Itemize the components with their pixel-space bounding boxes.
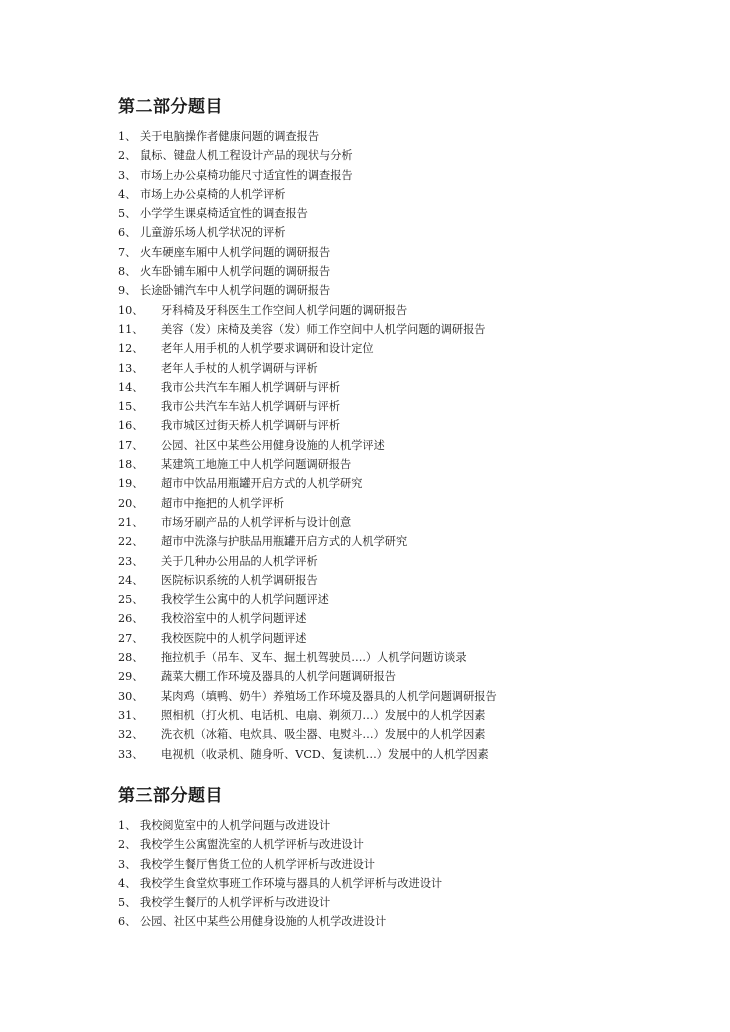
- list-item: [118, 321, 708, 340]
- list-item: [118, 282, 708, 301]
- item-title: 老年人手杖的人机学调研与评析: [161, 361, 318, 375]
- list-item: [118, 707, 708, 726]
- item-title: 蔬菜大棚工作环境及器具的人机学问题调研报告: [161, 670, 396, 684]
- list-item: [118, 186, 708, 205]
- item-title: 市场牙刷产品的人机学评析与设计创意: [161, 515, 352, 529]
- list-item: [118, 360, 708, 379]
- item-title: 我校学生餐厅售货工位的人机学评析与改进设计: [140, 857, 375, 871]
- item-title: 我市公共汽车车站人机学调研与评析: [161, 400, 341, 414]
- list-item: [118, 128, 708, 147]
- list-item: [118, 495, 708, 514]
- item-number: 5、: [118, 207, 137, 221]
- item-title: 我校学生公寓中的人机学问题评述: [161, 593, 329, 607]
- item-number: 6、: [118, 915, 137, 929]
- item-title: 美容（发）床椅及美容（发）师工作空间中人机学问题的调研报告: [161, 322, 486, 336]
- list-item: [118, 668, 708, 687]
- list-item: [118, 630, 708, 649]
- item-number: 25、: [118, 593, 144, 607]
- item-title: 牙科椅及牙科医生工作空间人机学问题的调研报告: [161, 303, 408, 317]
- item-number: 12、: [118, 342, 144, 356]
- item-number: 27、: [118, 631, 144, 645]
- item-title: 市场上办公桌椅功能尺寸适宜性的调查报告: [140, 168, 353, 182]
- item-title: 市场上办公桌椅的人机学评析: [140, 187, 286, 201]
- list-item: [118, 688, 708, 707]
- item-number: 33、: [118, 747, 144, 761]
- item-number: 22、: [118, 535, 144, 549]
- item-title: 公园、社区中某些公用健身设施的人机学评述: [161, 438, 385, 452]
- item-title: 火车硬座车厢中人机学问题的调研报告: [140, 245, 331, 259]
- list-item: [118, 572, 708, 591]
- list-item: [118, 456, 708, 475]
- item-title: 我校医院中的人机学问题评述: [161, 631, 307, 645]
- list-item: [118, 244, 708, 263]
- item-title: 拖拉机手（吊车、叉车、掘土机驾驶员….）人机学问题访谈录: [161, 651, 467, 665]
- section-part-3: [118, 785, 708, 933]
- list-item: [118, 475, 708, 494]
- list-item: [118, 205, 708, 224]
- item-title: 我市公共汽车车厢人机学调研与评析: [161, 380, 341, 394]
- list-item: [118, 514, 708, 533]
- item-title: 超市中饮品用瓶罐开启方式的人机学研究: [161, 477, 363, 491]
- item-number: 9、: [118, 284, 137, 298]
- item-number: 1、: [118, 130, 137, 143]
- topic-list: [118, 128, 708, 765]
- item-title: 鼠标、键盘人机工程设计产品的现状与分析: [140, 149, 353, 163]
- item-number: 7、: [118, 245, 137, 259]
- list-item: [118, 533, 708, 552]
- item-number: 30、: [118, 689, 144, 703]
- item-number: 2、: [118, 149, 137, 163]
- list-item: [118, 746, 708, 765]
- section-title: 第三部分题目: [118, 786, 223, 806]
- item-number: 2、: [118, 838, 137, 852]
- item-number: 32、: [118, 728, 144, 742]
- item-number: 18、: [118, 458, 144, 472]
- item-number: 5、: [118, 896, 137, 910]
- item-number: 29、: [118, 670, 144, 684]
- item-number: 4、: [118, 187, 137, 201]
- item-title: 洗衣机（冰箱、电炊具、吸尘器、电熨斗…）发展中的人机学因素: [161, 728, 486, 742]
- item-number: 3、: [118, 168, 137, 182]
- item-number: 14、: [118, 380, 144, 394]
- list-item: [118, 417, 708, 436]
- list-item: [118, 817, 708, 836]
- item-number: 17、: [118, 438, 144, 452]
- list-item: [118, 836, 708, 855]
- item-number: 11、: [118, 322, 144, 336]
- item-number: 15、: [118, 400, 144, 414]
- item-title: 我校学生食堂炊事班工作环境与器具的人机学评析与改进设计: [140, 876, 443, 890]
- item-title: 关于电脑操作者健康问题的调查报告: [140, 130, 320, 143]
- list-item: [118, 726, 708, 745]
- item-number: 31、: [118, 708, 144, 722]
- item-title: 儿童游乐场人机学状况的评析: [140, 226, 286, 240]
- item-title: 超市中洗涤与护肤品用瓶罐开启方式的人机学研究: [161, 535, 408, 549]
- list-item: [118, 224, 708, 243]
- item-title: 老年人用手机的人机学要求调研和设计定位: [161, 342, 374, 356]
- item-title: 电视机（收录机、随身听、VCD、复读机…）发展中的人机学因素: [161, 747, 489, 761]
- item-number: 16、: [118, 419, 144, 433]
- item-title: 公园、社区中某些公用健身设施的人机学改进设计: [140, 915, 387, 929]
- item-title: 我校学生餐厅的人机学评析与改进设计: [140, 896, 331, 910]
- section-part-2: [118, 96, 708, 765]
- item-number: 21、: [118, 515, 144, 529]
- topic-list: [118, 817, 708, 933]
- item-number: 24、: [118, 573, 144, 587]
- item-title: 关于几种办公用品的人机学评析: [161, 554, 318, 568]
- list-item: [118, 913, 708, 932]
- item-number: 20、: [118, 496, 144, 510]
- item-title: 照相机（打火机、电话机、电扇、剃须刀…）发展中的人机学因素: [161, 708, 486, 722]
- list-item: [118, 591, 708, 610]
- list-item: [118, 437, 708, 456]
- list-item: [118, 302, 708, 321]
- item-title: 小学学生课桌椅适宜性的调查报告: [140, 207, 308, 221]
- item-title: 超市中拖把的人机学评析: [161, 496, 285, 510]
- list-item: [118, 340, 708, 359]
- item-title: 我校阅览室中的人机学问题与改进设计: [140, 819, 331, 832]
- item-number: 3、: [118, 857, 137, 871]
- item-number: 4、: [118, 876, 137, 890]
- list-item: [118, 649, 708, 668]
- list-item: [118, 147, 708, 166]
- list-item: [118, 398, 708, 417]
- item-number: 26、: [118, 612, 144, 626]
- item-title: 医院标识系统的人机学调研报告: [161, 573, 318, 587]
- list-item: [118, 856, 708, 875]
- item-number: 1、: [118, 819, 137, 832]
- section-title: 第二部分题目: [118, 97, 223, 117]
- item-number: 6、: [118, 226, 137, 240]
- item-title: 我校浴室中的人机学问题评述: [161, 612, 307, 626]
- item-title: 某建筑工地施工中人机学问题调研报告: [161, 458, 352, 472]
- item-number: 19、: [118, 477, 144, 491]
- item-number: 28、: [118, 651, 144, 665]
- list-item: [118, 553, 708, 572]
- item-number: 23、: [118, 554, 144, 568]
- list-item: [118, 379, 708, 398]
- list-item: [118, 610, 708, 629]
- list-item: [118, 894, 708, 913]
- item-number: 10、: [118, 303, 144, 317]
- item-number: 8、: [118, 265, 137, 279]
- item-title: 某肉鸡（填鸭、奶牛）养殖场工作环境及器具的人机学问题调研报告: [161, 689, 497, 703]
- list-item: [118, 263, 708, 282]
- item-title: 我校学生公寓盥洗室的人机学评析与改进设计: [140, 838, 364, 852]
- list-item: [118, 875, 708, 894]
- item-title: 我市城区过街天桥人机学调研与评析: [161, 419, 341, 433]
- item-title: 长途卧铺汽车中人机学问题的调研报告: [140, 284, 331, 298]
- item-title: 火车卧铺车厢中人机学问题的调研报告: [140, 265, 331, 279]
- list-item: [118, 167, 708, 186]
- item-number: 13、: [118, 361, 144, 375]
